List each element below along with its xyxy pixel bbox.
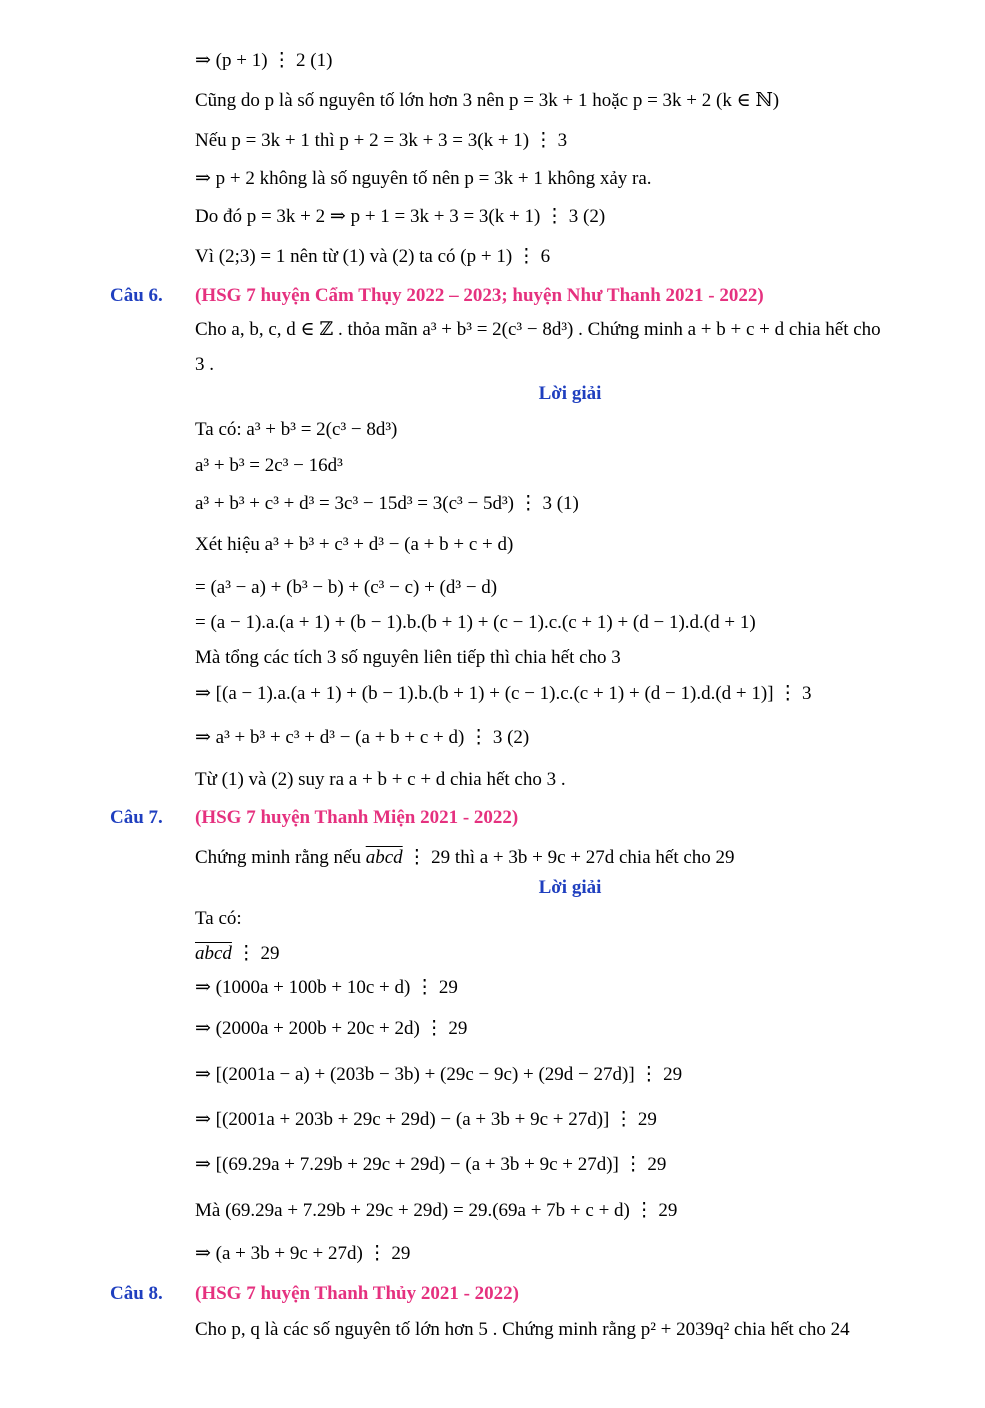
overline-number: abcd [365,847,403,868]
solution-step: = (a − 1).a.(a + 1) + (b − 1).b.(b + 1) + (c − 1).c.(c + 1) + (d − 1).d.(d + 1) [195,612,756,633]
solution-intro: Ta có: [195,908,242,929]
solution-step: Từ (1) và (2) suy ra a + b + c + d chia hết cho 3 . [195,769,566,790]
solution-step: Mà (69.29a + 7.29b + 29c + 29d) = 29.(69a + 7b + c + d) ⋮ 29 [195,1200,678,1221]
text-line: Cũng do p là số nguyên tố lớn hơn 3 nên p = 3k + 1 hoặc p = 3k + 2 (k ∈ ℕ) [195,90,780,111]
solution-step: a³ + b³ + c³ + d³ = 3c³ − 15d³ = 3(c³ − 5d³) ⋮ 3 (1) [195,493,579,514]
text-line: ⇒ (p + 1) ⋮ 2 (1) [195,50,333,71]
question-6-prompt-cont: 3 . [195,354,214,375]
question-7-source: (HSG 7 huyện Thanh Miện 2021 - 2022) [195,807,519,828]
solution-step: Ta có: a³ + b³ = 2(c³ − 8d³) [195,419,398,440]
solution-step: ⇒ a³ + b³ + c³ + d³ − (a + b + c + d) ⋮ 3 (2) [195,727,530,748]
solution-step: ⇒ [(a − 1).a.(a + 1) + (b − 1).b.(b + 1) + (c − 1).c.(c + 1) + (d − 1).d.(d + 1)] ⋮ 3 [195,683,812,704]
text-line: ⇒ p + 2 không là số nguyên tố nên p = 3k + 1 không xảy ra. [195,168,652,189]
solution-step: Mà tổng các tích 3 số nguyên liên tiếp thì chia hết cho 3 [195,647,621,668]
solution-step: ⇒ (1000a + 100b + 10c + d) ⋮ 29 [195,977,458,998]
solution-step: ⇒ [(2001a + 203b + 29c + 29d) − (a + 3b + 9c + 27d)] ⋮ 29 [195,1109,657,1130]
solution-step: ⇒ (2000a + 200b + 20c + 2d) ⋮ 29 [195,1018,468,1039]
question-8-source: (HSG 7 huyện Thanh Thủy 2021 - 2022) [195,1283,519,1304]
overline-number: abcd [195,943,232,964]
solution-title: Lời giải [538,383,602,404]
question-6-source: (HSG 7 huyện Cẩm Thụy 2022 – 2023; huyện Như Thanh 2021 - 2022) [195,285,764,306]
solution-step: ⇒ [(2001a − a) + (203b − 3b) + (29c − 9c) + (29d − 27d)] ⋮ 29 [195,1064,683,1085]
question-6-prompt: Cho a, b, c, d ∈ ℤ . thỏa mãn a³ + b³ = 2(c³ − 8d³) . Chứng minh a + b + c + d chia hết cho [195,319,881,340]
question-7-label: Câu 7. [110,807,163,828]
solution-step: = (a³ − a) + (b³ − b) + (c³ − c) + (d³ − d) [195,577,498,598]
text-line: Do đó p = 3k + 2 ⇒ p + 1 = 3k + 3 = 3(k + 1) ⋮ 3 (2) [195,206,606,227]
solution-step: Xét hiệu a³ + b³ + c³ + d³ − (a + b + c + d) [195,534,514,555]
solution-step: ⇒ (a + 3b + 9c + 27d) ⋮ 29 [195,1243,411,1264]
solution-step: ⇒ [(69.29a + 7.29b + 29c + 29d) − (a + 3b + 9c + 27d)] ⋮ 29 [195,1154,667,1175]
text-line: Nếu p = 3k + 1 thì p + 2 = 3k + 3 = 3(k + 1) ⋮ 3 [195,130,568,151]
solution-title: Lời giải [538,877,602,898]
question-7-prompt: Chứng minh rằng nếu abcd ⋮ 29 thì a + 3b + 9c + 27d chia hết cho 29 [195,847,735,868]
question-6-label: Câu 6. [110,285,163,306]
text-line: Vì (2;3) = 1 nên từ (1) và (2) ta có (p + 1) ⋮ 6 [195,246,551,267]
question-8-label: Câu 8. [110,1283,163,1304]
solution-step: a³ + b³ = 2c³ − 16d³ [195,455,343,476]
solution-step: abcd ⋮ 29 [195,943,280,964]
question-8-prompt: Cho p, q là các số nguyên tố lớn hơn 5 . Chứng minh rằng p² + 2039q² chia hết cho 24 [195,1319,850,1340]
